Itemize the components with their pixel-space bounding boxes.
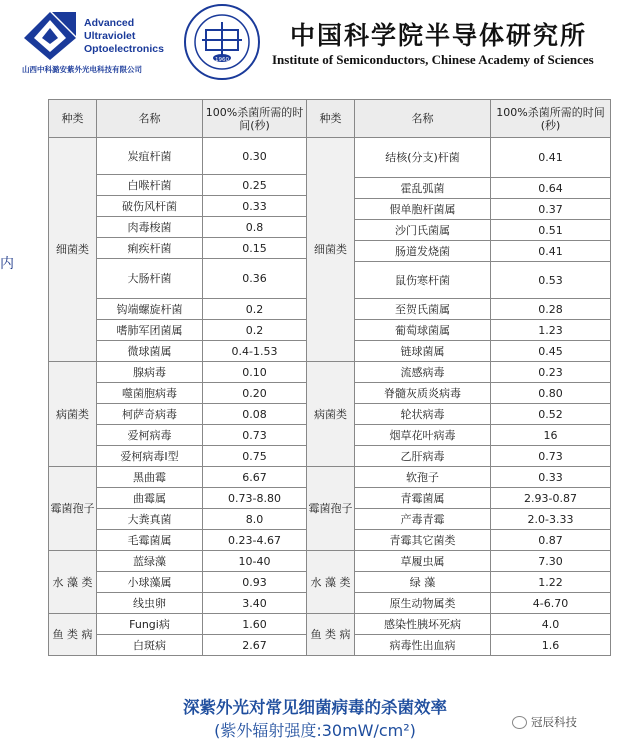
sterilization-time-right: 0.73 (491, 446, 611, 467)
sterilization-time-right: 0.41 (491, 241, 611, 262)
page-subtitle: (紫外辐射强度:30mW/cm²) (214, 721, 416, 740)
institute-name-en: Institute of Semiconductors, Chinese Academy of Sciences (272, 52, 594, 67)
organism-name-left: 腺病毒 (97, 362, 203, 383)
organism-name-right: 沙门氏菌属 (355, 220, 491, 241)
sterilization-time-left: 0.15 (203, 238, 307, 259)
sterilization-time-left: 0.20 (203, 383, 307, 404)
sterilization-time-left: 0.36 (203, 259, 307, 299)
watermark-text: 冠辰科技 (531, 715, 577, 729)
organism-name-left: 微球菌属 (97, 341, 203, 362)
sterilization-time-right: 4.0 (491, 614, 611, 635)
company-line1: Advanced (84, 17, 135, 29)
organism-name-left: 白喉杆菌 (97, 175, 203, 196)
sterilization-time-right: 0.52 (491, 404, 611, 425)
organism-name-right: 青霉其它菌类 (355, 530, 491, 551)
table-header-row (49, 100, 611, 138)
sterilization-time-left: 0.23-4.67 (203, 530, 307, 551)
sterilization-time-right: 0.33 (491, 467, 611, 488)
organism-name-left: 嗜肺军团菌属 (97, 320, 203, 341)
organism-name-left: 噬菌胞病毒 (97, 383, 203, 404)
table-row (49, 614, 611, 635)
sterilization-time-left: 1.60 (203, 614, 307, 635)
category-cell-left: 霉菌孢子 (49, 467, 97, 551)
organism-name-left: 线虫卵 (97, 593, 203, 614)
organism-name-left: 炭疽杆菌 (97, 138, 203, 175)
sterilization-time-left: 0.4-1.53 (203, 341, 307, 362)
category-cell-left: 水 藻 类 (49, 551, 97, 614)
company-line3: Optoelectronics (84, 43, 164, 55)
sterilization-time-right: 2.93-0.87 (491, 488, 611, 509)
sterilization-time-right: 0.53 (491, 262, 611, 299)
organism-name-left: 肉毒梭菌 (97, 217, 203, 238)
organism-name-right: 烟草花叶病毒 (355, 425, 491, 446)
table-row (49, 362, 611, 383)
side-text-fragment: 内 (0, 256, 14, 272)
organism-name-left: 大粪真菌 (97, 509, 203, 530)
sterilization-time-right: 4-6.70 (491, 593, 611, 614)
sterilization-time-right: 0.45 (491, 341, 611, 362)
sterilization-time-left: 0.93 (203, 572, 307, 593)
sterilization-time-right: 0.80 (491, 383, 611, 404)
header-time-right: 100%杀菌所需的时间(秒) (491, 100, 611, 138)
seal-year: 1960 (215, 57, 229, 63)
wechat-icon (512, 716, 527, 729)
sterilization-time-left: 6.67 (203, 467, 307, 488)
sterilization-table (48, 99, 611, 656)
sterilization-time-right: 0.23 (491, 362, 611, 383)
organism-name-right: 感染性胰坏死病 (355, 614, 491, 635)
sterilization-time-left: 0.2 (203, 299, 307, 320)
sterilization-time-right: 0.64 (491, 178, 611, 199)
sterilization-time-left: 0.73-8.80 (203, 488, 307, 509)
organism-name-left: 曲霉属 (97, 488, 203, 509)
organism-name-right: 至贺氏菌属 (355, 299, 491, 320)
organism-name-left: Fungi病 (97, 614, 203, 635)
institute-name-cn: 中国科学院半导体研究所 (290, 21, 588, 50)
organism-name-right: 乙肝病毒 (355, 446, 491, 467)
cas-seal-icon (182, 2, 262, 82)
organism-name-right: 葡萄球菌属 (355, 320, 491, 341)
sterilization-time-right: 0.51 (491, 220, 611, 241)
organism-name-left: 痢疾杆菌 (97, 238, 203, 259)
company-line2: Ultraviolet (84, 30, 136, 42)
category-cell-right: 鱼 类 病 (307, 614, 355, 656)
organism-name-right: 原生动物属类 (355, 593, 491, 614)
header-name-right: 名称 (355, 100, 491, 138)
category-cell-left: 细菌类 (49, 138, 97, 362)
organism-name-left: 小球藻属 (97, 572, 203, 593)
organism-name-left: 破伤风杆菌 (97, 196, 203, 217)
organism-name-right: 鼠伤寒杆菌 (355, 262, 491, 299)
sterilization-time-left: 0.8 (203, 217, 307, 238)
sterilization-time-right: 0.37 (491, 199, 611, 220)
organism-name-right: 流感病毒 (355, 362, 491, 383)
category-cell-left: 鱼 类 病 (49, 614, 97, 656)
company-name-cn: 山西中科潞安紫外光电科技有限公司 (22, 65, 142, 74)
organism-name-left: 钩端螺旋杆菌 (97, 299, 203, 320)
company-name-en (84, 17, 164, 56)
sterilization-time-left: 10-40 (203, 551, 307, 572)
organism-name-right: 青霉菌属 (355, 488, 491, 509)
sterilization-time-left: 0.25 (203, 175, 307, 196)
category-cell-right: 细菌类 (307, 138, 355, 362)
organism-name-left: 爱柯病毒I型 (97, 446, 203, 467)
sterilization-time-left: 8.0 (203, 509, 307, 530)
organism-name-right: 肠道发烧菌 (355, 241, 491, 262)
category-cell-right: 病菌类 (307, 362, 355, 467)
organism-name-right: 绿 藻 (355, 572, 491, 593)
sterilization-time-right: 16 (491, 425, 611, 446)
organism-name-right: 霍乱弧菌 (355, 178, 491, 199)
organism-name-right: 链球菌属 (355, 341, 491, 362)
sterilization-time-right: 0.41 (491, 138, 611, 178)
organism-name-right: 假单胞杆菌属 (355, 199, 491, 220)
header-category-left: 种类 (49, 100, 97, 138)
header-time-left: 100%杀菌所需的时间(秒) (203, 100, 307, 138)
page-header (0, 0, 630, 88)
table-row (49, 138, 611, 175)
organism-name-right: 病毒性出血病 (355, 635, 491, 656)
organism-name-left: 蓝绿藻 (97, 551, 203, 572)
organism-name-right: 软孢子 (355, 467, 491, 488)
sterilization-time-left: 0.30 (203, 138, 307, 175)
organism-name-left: 柯萨奇病毒 (97, 404, 203, 425)
organism-name-right: 脊髓灰质炎病毒 (355, 383, 491, 404)
organism-name-left: 白斑病 (97, 635, 203, 656)
sterilization-time-left: 3.40 (203, 593, 307, 614)
organism-name-right: 轮状病毒 (355, 404, 491, 425)
sterilization-time-left: 0.2 (203, 320, 307, 341)
category-cell-left: 病菌类 (49, 362, 97, 467)
organism-name-right: 结核(分支)杆菌 (355, 138, 491, 178)
sterilization-time-left: 0.73 (203, 425, 307, 446)
header-name-left: 名称 (97, 100, 203, 138)
sterilization-time-left: 0.75 (203, 446, 307, 467)
sterilization-time-right: 0.28 (491, 299, 611, 320)
sterilization-time-left: 2.67 (203, 635, 307, 656)
organism-name-left: 爱柯病毒 (97, 425, 203, 446)
sterilization-time-left: 0.33 (203, 196, 307, 217)
sterilization-time-right: 0.87 (491, 530, 611, 551)
table-row (49, 467, 611, 488)
category-cell-right: 霉菌孢子 (307, 467, 355, 551)
organism-name-left: 毛霉菌属 (97, 530, 203, 551)
header-category-right: 种类 (307, 100, 355, 138)
sterilization-time-left: 0.08 (203, 404, 307, 425)
sterilization-time-right: 1.6 (491, 635, 611, 656)
category-cell-right: 水 藻 类 (307, 551, 355, 614)
table-body (49, 100, 611, 656)
watermark (512, 714, 577, 730)
sterilization-time-right: 7.30 (491, 551, 611, 572)
sterilization-time-left: 0.10 (203, 362, 307, 383)
organism-name-right: 草履虫属 (355, 551, 491, 572)
auo-logo-icon (22, 10, 78, 62)
table-row (49, 551, 611, 572)
organism-name-left: 黑曲霉 (97, 467, 203, 488)
page-title: 深紫外光对常见细菌病毒的杀菌效率 (183, 698, 447, 717)
sterilization-time-right: 1.22 (491, 572, 611, 593)
sterilization-time-right: 2.0-3.33 (491, 509, 611, 530)
organism-name-right: 产毒青霉 (355, 509, 491, 530)
organism-name-left: 大肠杆菌 (97, 259, 203, 299)
sterilization-time-right: 1.23 (491, 320, 611, 341)
